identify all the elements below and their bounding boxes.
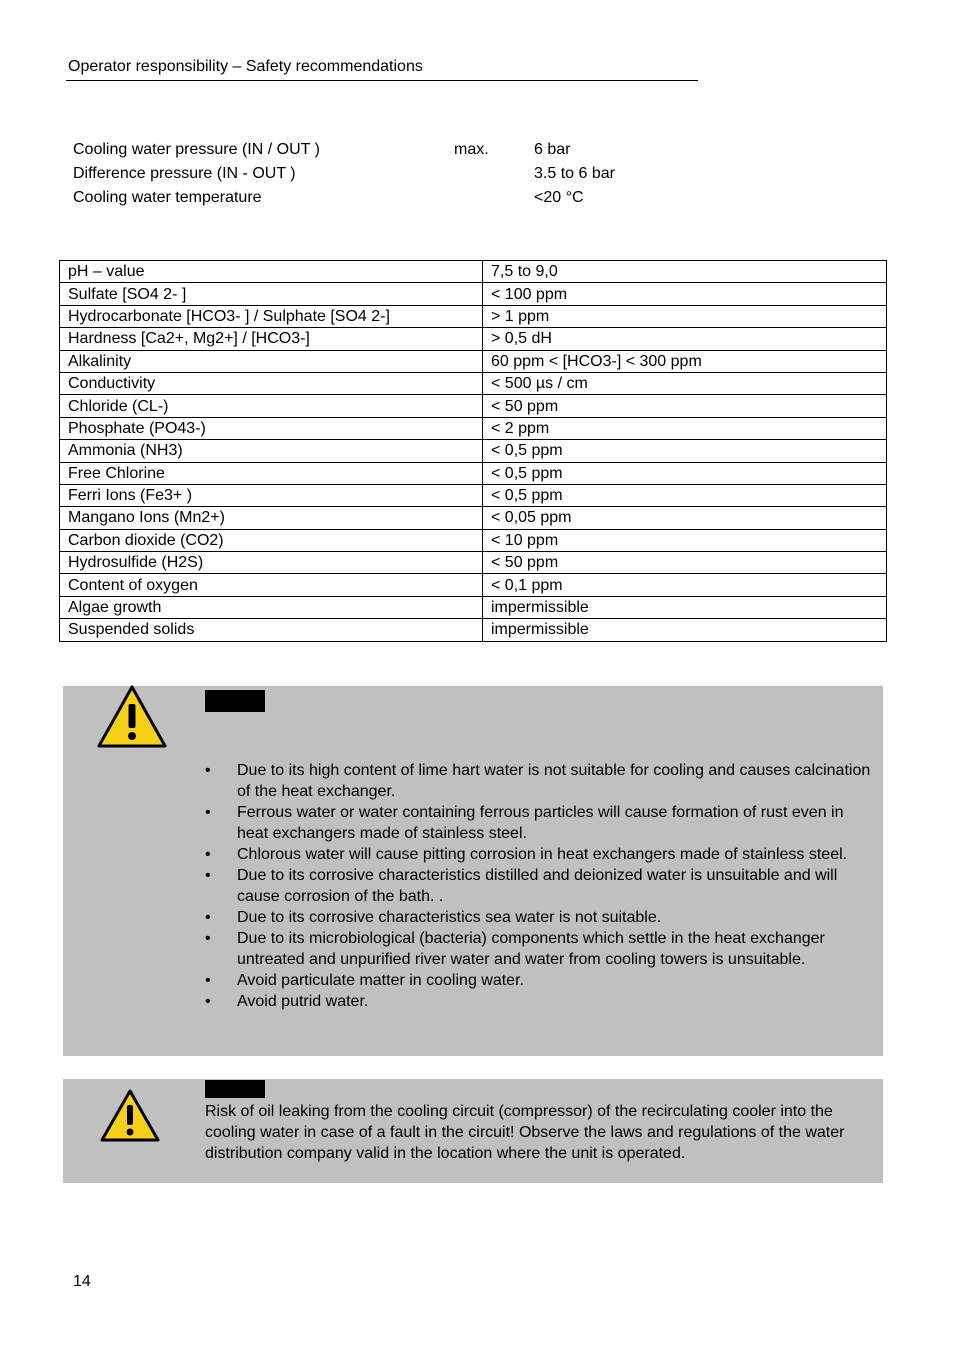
table-row <box>60 395 887 417</box>
parameter-cell: Hydrocarbonate [HCO3- ] / Sulphate [SO4 2-] <box>60 305 483 327</box>
limit-cell: > 0,5 dH <box>483 328 887 350</box>
limit-cell: < 500 µs / cm <box>483 372 887 394</box>
limit-cell: 60 ppm < [HCO3-] < 300 ppm <box>483 350 887 372</box>
header-rule <box>66 80 698 81</box>
page-number: 14 <box>73 1273 91 1290</box>
parameter-cell: Ammonia (NH3) <box>60 440 483 462</box>
parameter-cell: Free Chlorine <box>60 462 483 484</box>
warning-triangle-icon <box>99 1088 161 1144</box>
bullet-icon: • <box>205 930 211 947</box>
spec-label: Cooling water temperature <box>73 189 262 206</box>
warning-label-bar <box>205 690 265 712</box>
table-row <box>60 283 887 305</box>
limit-cell: impermissible <box>483 619 887 641</box>
table-row <box>60 574 887 596</box>
spec-row <box>73 186 773 210</box>
spec-label: Cooling water pressure (IN / OUT ) <box>73 141 320 158</box>
table-row <box>60 529 887 551</box>
limit-cell: < 10 ppm <box>483 529 887 551</box>
list-item-text: Avoid particulate matter in cooling water. <box>237 972 524 989</box>
page-header-title: Operator responsibility – Safety recommendations <box>68 58 423 75</box>
list-item-text: Due to its corrosive characteristics distilled and deionized water is unsuitable and will cause corrosion of the bath. . <box>237 867 838 905</box>
spec-value: 6 bar <box>534 141 571 158</box>
bullet-icon: • <box>205 804 211 821</box>
bullet-icon: • <box>205 846 211 863</box>
limit-cell: < 0,5 ppm <box>483 484 887 506</box>
bullet-icon: • <box>205 972 211 989</box>
limit-cell: > 1 ppm <box>483 305 887 327</box>
warning-label-bar <box>205 1080 265 1098</box>
spec-value: 3.5 to 6 bar <box>534 165 615 182</box>
limit-cell: impermissible <box>483 596 887 618</box>
limit-cell: < 50 ppm <box>483 552 887 574</box>
list-item <box>205 844 875 865</box>
list-item-text: Due to its microbiological (bacteria) components which settle in the heat exchanger untreated and unpurified river water and water from cooling towers is unsuitable. <box>237 930 825 968</box>
warning-list <box>205 760 875 1012</box>
warning-text: Risk of oil leaking from the cooling circuit (compressor) of the recirculating cooler into the cooling water in case of a fault in the circuit! Observe the laws and regulations of the water distribution company valid in the location where the unit is operated. <box>205 1103 845 1162</box>
warning-panel-cooling-water <box>63 686 883 1056</box>
list-item <box>205 802 875 844</box>
bullet-icon: • <box>205 867 211 884</box>
warning-triangle-icon <box>96 684 168 750</box>
list-item <box>205 970 875 991</box>
table-row <box>60 507 887 529</box>
parameter-cell: Ferri Ions (Fe3+ ) <box>60 484 483 506</box>
table-row <box>60 417 887 439</box>
parameter-cell: Hydrosulfide (H2S) <box>60 552 483 574</box>
table-row <box>60 552 887 574</box>
warning-panel-oil-leak <box>63 1079 883 1183</box>
limit-cell: < 50 ppm <box>483 395 887 417</box>
bullet-icon: • <box>205 993 211 1010</box>
parameter-cell: Conductivity <box>60 372 483 394</box>
list-item-text: Chlorous water will cause pitting corrosion in heat exchangers made of stainless steel. <box>237 846 848 863</box>
list-item-text: Ferrous water or water containing ferrous particles will cause formation of rust even in heat exchangers made of stainless steel. <box>237 804 844 842</box>
table-row <box>60 596 887 618</box>
table-row <box>60 328 887 350</box>
table-row <box>60 440 887 462</box>
list-item-text: Avoid putrid water. <box>237 993 369 1010</box>
limit-cell: < 2 ppm <box>483 417 887 439</box>
parameter-cell: Algae growth <box>60 596 483 618</box>
water-quality-table <box>59 260 887 642</box>
list-item-text: Due to its corrosive characteristics sea water is not suitable. <box>237 909 662 926</box>
table-row <box>60 372 887 394</box>
limit-cell: < 0,05 ppm <box>483 507 887 529</box>
limit-cell: < 0,1 ppm <box>483 574 887 596</box>
parameter-cell: Alkalinity <box>60 350 483 372</box>
spec-label: Difference pressure (IN - OUT ) <box>73 165 296 182</box>
parameter-cell: pH – value <box>60 261 483 283</box>
list-item <box>205 928 875 970</box>
spec-row <box>73 162 773 186</box>
cooling-specs <box>73 138 773 210</box>
limit-cell: < 0,5 ppm <box>483 462 887 484</box>
list-item <box>205 865 875 907</box>
list-item <box>205 907 875 928</box>
parameter-cell: Phosphate (PO43-) <box>60 417 483 439</box>
spec-row <box>73 138 773 162</box>
spec-qualifier: max. <box>454 141 489 158</box>
parameter-cell: Chloride (CL-) <box>60 395 483 417</box>
table-row <box>60 305 887 327</box>
parameter-cell: Mangano Ions (Mn2+) <box>60 507 483 529</box>
parameter-cell: Content of oxygen <box>60 574 483 596</box>
list-item <box>205 991 875 1012</box>
list-item-text: Due to its high content of lime hart water is not suitable for cooling and causes calcination of the heat exchanger. <box>237 762 871 800</box>
parameter-cell: Suspended solids <box>60 619 483 641</box>
table-row <box>60 619 887 641</box>
limit-cell: < 100 ppm <box>483 283 887 305</box>
parameter-cell: Carbon dioxide (CO2) <box>60 529 483 551</box>
limit-cell: 7,5 to 9,0 <box>483 261 887 283</box>
bullet-icon: • <box>205 909 211 926</box>
table-row <box>60 261 887 283</box>
spec-value: <20 °C <box>534 189 584 206</box>
table-row <box>60 462 887 484</box>
limit-cell: < 0,5 ppm <box>483 440 887 462</box>
parameter-cell: Hardness [Ca2+, Mg2+] / [HCO3-] <box>60 328 483 350</box>
table-row <box>60 484 887 506</box>
bullet-icon: • <box>205 762 211 779</box>
parameter-cell: Sulfate [SO4 2- ] <box>60 283 483 305</box>
table-row <box>60 350 887 372</box>
list-item <box>205 760 875 802</box>
